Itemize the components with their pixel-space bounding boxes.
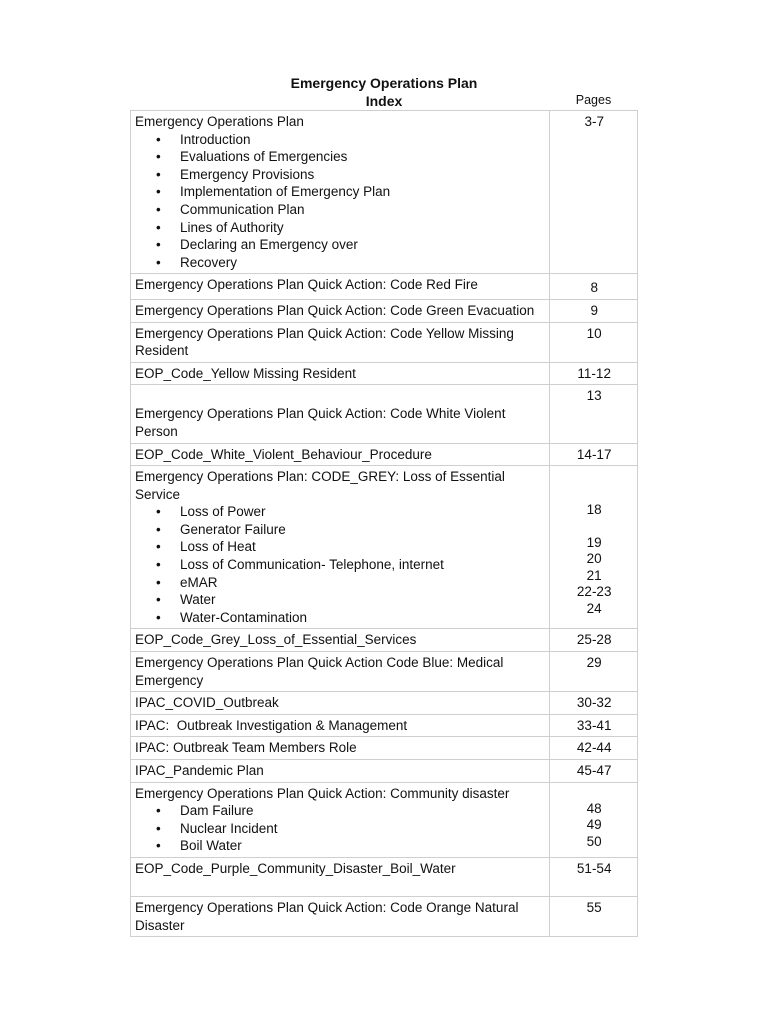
table-row: [131, 111, 638, 274]
page-number: 48: [586, 800, 602, 816]
page-range: 9: [550, 299, 638, 322]
page-range: [550, 466, 638, 629]
row-description: IPAC_COVID_Outbreak: [131, 692, 550, 715]
page-range: 33-41: [550, 714, 638, 737]
row-description: IPAC_Pandemic Plan: [131, 760, 550, 783]
index-table: [130, 110, 638, 937]
table-row: [131, 782, 638, 857]
page-range: 51-54: [550, 857, 638, 896]
table-row: [131, 857, 638, 896]
list-item: • Water: [135, 591, 546, 609]
table-row: [131, 896, 638, 936]
table-row: [131, 299, 638, 322]
page-number: 19: [586, 534, 602, 550]
document-subtitle: Index: [365, 93, 403, 109]
row-description: Emergency Operations Plan Quick Action: Code Red Fire: [131, 274, 550, 300]
row-description: EOP_Code_Grey_Loss_of_Essential_Services: [131, 629, 550, 652]
pages-column-header: Pages: [575, 93, 612, 107]
row-description: EOP_Code_Purple_Community_Disaster_Boil_Water: [131, 857, 550, 896]
row-description: Emergency Operations Plan Quick Action: Code Green Evacuation: [131, 299, 550, 322]
page-range: 42-44: [550, 737, 638, 760]
page-range: 45-47: [550, 760, 638, 783]
row-description: Emergency Operations Plan Quick Action: Code White Violent Person: [131, 385, 550, 443]
page-range: 8: [550, 274, 638, 300]
table-row: [131, 760, 638, 783]
row-description: Emergency Operations Plan Quick Action Code Blue: Medical Emergency: [131, 652, 550, 692]
row-description: IPAC: Outbreak Team Members Role: [131, 737, 550, 760]
page-number: 49: [586, 817, 602, 833]
bullet-list: [135, 503, 546, 626]
page-number: 24: [586, 600, 602, 616]
table-row: [131, 652, 638, 692]
page-range: 13: [550, 385, 638, 443]
page-range: 29: [550, 652, 638, 692]
table-row: [131, 737, 638, 760]
page-number: 20: [586, 551, 602, 567]
page-number: 22-23: [576, 584, 612, 600]
page-range: 14-17: [550, 443, 638, 466]
list-item: • Loss of Communication- Telephone, internet: [135, 556, 546, 574]
table-row: [131, 274, 638, 300]
list-item: • Emergency Provisions: [135, 166, 546, 184]
list-item: • Evaluations of Emergencies: [135, 148, 546, 166]
row-description: [131, 111, 550, 274]
list-item: • Declaring an Emergency over: [135, 236, 546, 254]
list-item: • Water-Contamination: [135, 609, 546, 627]
list-item: • Boil Water: [135, 837, 546, 855]
list-item: • Recovery: [135, 254, 546, 272]
list-item: • Implementation of Emergency Plan: [135, 183, 546, 201]
table-row: [131, 362, 638, 385]
table-row: [131, 466, 638, 629]
row-description: EOP_Code_White_Violent_Behaviour_Procedure: [131, 443, 550, 466]
page-number: 21: [586, 567, 602, 583]
table-row: [131, 443, 638, 466]
page-number: 18: [586, 502, 602, 518]
page-range: 30-32: [550, 692, 638, 715]
section-title: Emergency Operations Plan: [135, 114, 304, 129]
row-description: [131, 782, 550, 857]
section-title: Emergency Operations Plan: CODE_GREY: Loss of Essential Service: [135, 469, 505, 502]
list-item: • Communication Plan: [135, 201, 546, 219]
document-title: Emergency Operations Plan: [290, 75, 478, 91]
list-item: • Lines of Authority: [135, 219, 546, 237]
row-description: [131, 466, 550, 629]
list-item: • eMAR: [135, 574, 546, 592]
list-item: • Introduction: [135, 131, 546, 149]
bullet-list: [135, 802, 546, 855]
table-row: [131, 714, 638, 737]
row-description: Emergency Operations Plan Quick Action: Code Orange Natural Disaster: [131, 896, 550, 936]
row-description: Emergency Operations Plan Quick Action: Code Yellow Missing Resident: [131, 322, 550, 362]
list-item: • Loss of Heat: [135, 538, 546, 556]
list-item: • Nuclear Incident: [135, 820, 546, 838]
list-item: • Dam Failure: [135, 802, 546, 820]
table-row: [131, 385, 638, 443]
table-row: [131, 692, 638, 715]
row-description: IPAC: Outbreak Investigation & Management: [131, 714, 550, 737]
section-title: Emergency Operations Plan Quick Action: Community disaster: [135, 785, 510, 801]
page-range: 11-12: [550, 362, 638, 385]
page-range: 10: [550, 322, 638, 362]
page-range: [550, 782, 638, 857]
page-range: 25-28: [550, 629, 638, 652]
page-range: 3-7: [550, 111, 638, 274]
row-description: EOP_Code_Yellow Missing Resident: [131, 362, 550, 385]
list-item: • Generator Failure: [135, 521, 546, 539]
table-row: [131, 629, 638, 652]
bullet-list: [135, 131, 546, 272]
table-row: [131, 322, 638, 362]
page-range: 55: [550, 896, 638, 936]
list-item: • Loss of Power: [135, 503, 546, 521]
page-number: 50: [586, 833, 602, 849]
